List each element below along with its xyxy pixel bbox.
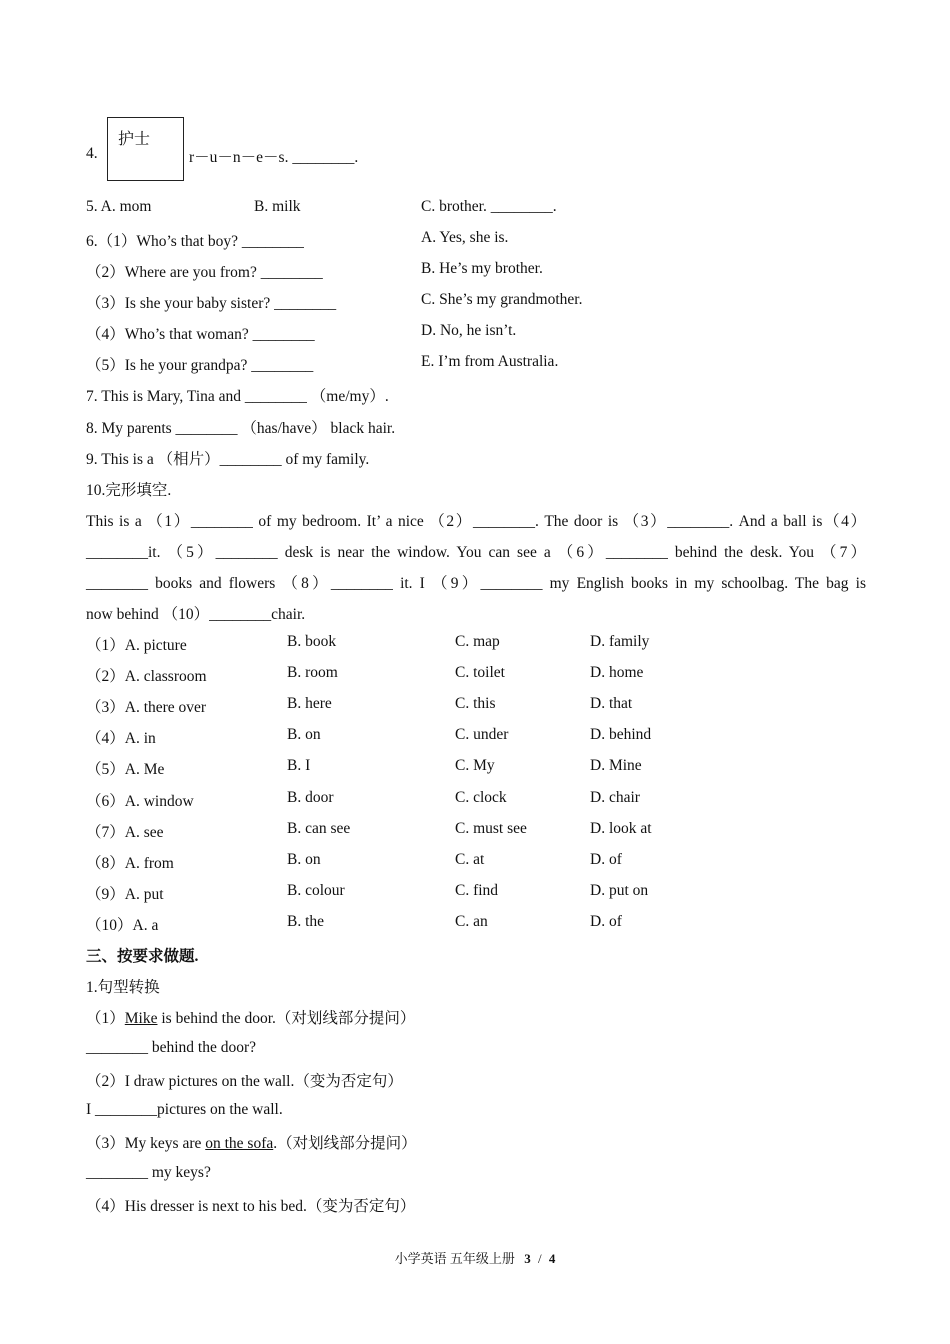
option-a: （10）A. a xyxy=(86,917,159,934)
option-row xyxy=(0,695,950,715)
option-b: B. room xyxy=(287,664,338,681)
option-d: D. home xyxy=(590,664,644,681)
footer-total: 4 xyxy=(548,1251,556,1266)
option-a: （2）A. classroom xyxy=(86,668,207,685)
option-a: （8）A. from xyxy=(86,855,174,872)
option-row xyxy=(0,820,950,840)
item-rest: is behind the door.（对划线部分提问） xyxy=(157,1010,416,1027)
footer-page: 3 xyxy=(524,1251,531,1266)
option-c: C. at xyxy=(455,851,485,868)
option-d: D. put on xyxy=(590,882,649,899)
option-c: C. clock xyxy=(455,789,507,806)
option-c: C. map xyxy=(455,633,500,650)
q6-row xyxy=(0,260,950,280)
q5-row xyxy=(0,198,950,218)
option-d: D. behind xyxy=(590,726,652,743)
section-heading: 三、按要求做题. xyxy=(86,948,199,965)
option-c: C. an xyxy=(455,913,488,930)
transform-item-1 xyxy=(86,1006,415,1028)
option-d: D. look at xyxy=(590,820,652,837)
transform-item-2: （2）I draw pictures on the wall.（变为否定句） xyxy=(86,1073,403,1090)
option-a: （9）A. put xyxy=(86,886,164,903)
option-row xyxy=(0,913,950,933)
q6-question: （5）Is he your grandpa? ________ xyxy=(86,357,314,374)
option-a: （7）A. see xyxy=(86,824,164,841)
underlined-phrase: on the sofa xyxy=(205,1135,274,1152)
q5-option-b: B. milk xyxy=(254,198,301,215)
option-row xyxy=(0,633,950,653)
transform-item-4: （4）His dresser is next to his bed.（变为否定句） xyxy=(86,1198,416,1215)
option-a: （1）A. picture xyxy=(86,637,187,654)
footer-subject: 小学英语 五年级上册 xyxy=(394,1251,515,1266)
option-row xyxy=(0,726,950,746)
cloze-line: This is a （1）________ of my bedroom. It’ a nice （2）________. The door is （3）________. And a ball is（4） xyxy=(86,513,866,530)
option-d: D. of xyxy=(590,851,622,868)
q6-answer: E. I’m from Australia. xyxy=(421,353,559,370)
q10-title: 10.完形填空. xyxy=(86,482,172,499)
option-c: C. find xyxy=(455,882,499,899)
box-label: 护士 xyxy=(118,129,151,148)
option-d: D. Mine xyxy=(590,757,642,774)
page-footer xyxy=(0,1248,950,1267)
option-c: C. My xyxy=(455,757,495,774)
answer-line-2: I ________pictures on the wall. xyxy=(86,1101,283,1118)
option-row xyxy=(0,757,950,777)
q6-answer: D. No, he isn’t. xyxy=(421,322,517,339)
q6-row xyxy=(0,353,950,373)
option-b: B. on xyxy=(287,726,321,743)
cloze-line-last: now behind （10）________chair. xyxy=(86,606,306,623)
q9: 9. This is a （相片）________ of my family. xyxy=(86,451,370,468)
q6-answer: B. He’s my brother. xyxy=(421,260,543,277)
option-b: B. colour xyxy=(287,882,345,899)
option-d: D. chair xyxy=(590,789,640,806)
cloze-line: ________it. （5）________ desk is near the window. You can see a （6）________ behind the desk. You （7） xyxy=(86,544,866,561)
q6-row xyxy=(0,229,950,249)
q6-question: 6.（1）Who’s that boy? ________ xyxy=(86,233,304,250)
option-b: B. I xyxy=(287,757,311,774)
item-prefix: （3）My keys are xyxy=(86,1135,206,1152)
option-a: （6）A. window xyxy=(86,793,194,810)
option-a: （3）A. there over xyxy=(86,699,207,716)
q6-row xyxy=(0,322,950,342)
q6-question: （2）Where are you from? ________ xyxy=(86,264,323,281)
q5-option-c: C. brother. ________. xyxy=(421,198,557,215)
option-d: D. of xyxy=(590,913,622,930)
option-b: B. on xyxy=(287,851,321,868)
option-c: C. toilet xyxy=(455,664,505,681)
q4-number: 4. xyxy=(86,145,98,162)
transform-item-3 xyxy=(86,1131,417,1153)
option-b: B. book xyxy=(287,633,337,650)
option-row xyxy=(0,664,950,684)
answer-line-1: ________ behind the door? xyxy=(86,1039,257,1056)
option-b: B. here xyxy=(287,695,332,712)
q7: 7. This is Mary, Tina and ________ （me/my）. xyxy=(86,388,389,405)
option-d: D. family xyxy=(590,633,650,650)
option-row xyxy=(0,882,950,902)
q6-answer: A. Yes, she is. xyxy=(421,229,509,246)
footer-sep: / xyxy=(537,1251,542,1266)
option-a: （4）A. in xyxy=(86,730,156,747)
option-c: C. under xyxy=(455,726,509,743)
answer-line-3: ________ my keys? xyxy=(86,1164,211,1181)
option-row xyxy=(0,851,950,871)
option-b: B. door xyxy=(287,789,334,806)
option-c: C. must see xyxy=(455,820,527,837)
q5-option-a: 5. A. mom xyxy=(86,198,152,215)
section-subheading: 1.句型转换 xyxy=(86,979,160,996)
q6-row xyxy=(0,291,950,311)
cloze-line: ________ books and flowers （8）________ it. I （9）________ my English books in my schoolbag. The bag is xyxy=(86,575,866,592)
option-b: B. can see xyxy=(287,820,351,837)
item-rest: .（对划线部分提问） xyxy=(273,1135,417,1152)
q4-text: r－u－n－e－s. ________. xyxy=(189,149,359,166)
item-prefix: （1） xyxy=(86,1010,125,1027)
option-row xyxy=(0,789,950,809)
option-c: C. this xyxy=(455,695,496,712)
option-d: D. that xyxy=(590,695,633,712)
q6-question: （3）Is she your baby sister? ________ xyxy=(86,295,337,312)
q6-answer: C. She’s my grandmother. xyxy=(421,291,583,308)
q6-question: （4）Who’s that woman? ________ xyxy=(86,326,315,343)
option-b: B. the xyxy=(287,913,325,930)
option-a: （5）A. Me xyxy=(86,761,165,778)
nurse-picture-box xyxy=(107,117,184,181)
q8: 8. My parents ________ （has/have） black hair. xyxy=(86,420,396,437)
underlined-phrase: Mike xyxy=(124,1010,158,1027)
